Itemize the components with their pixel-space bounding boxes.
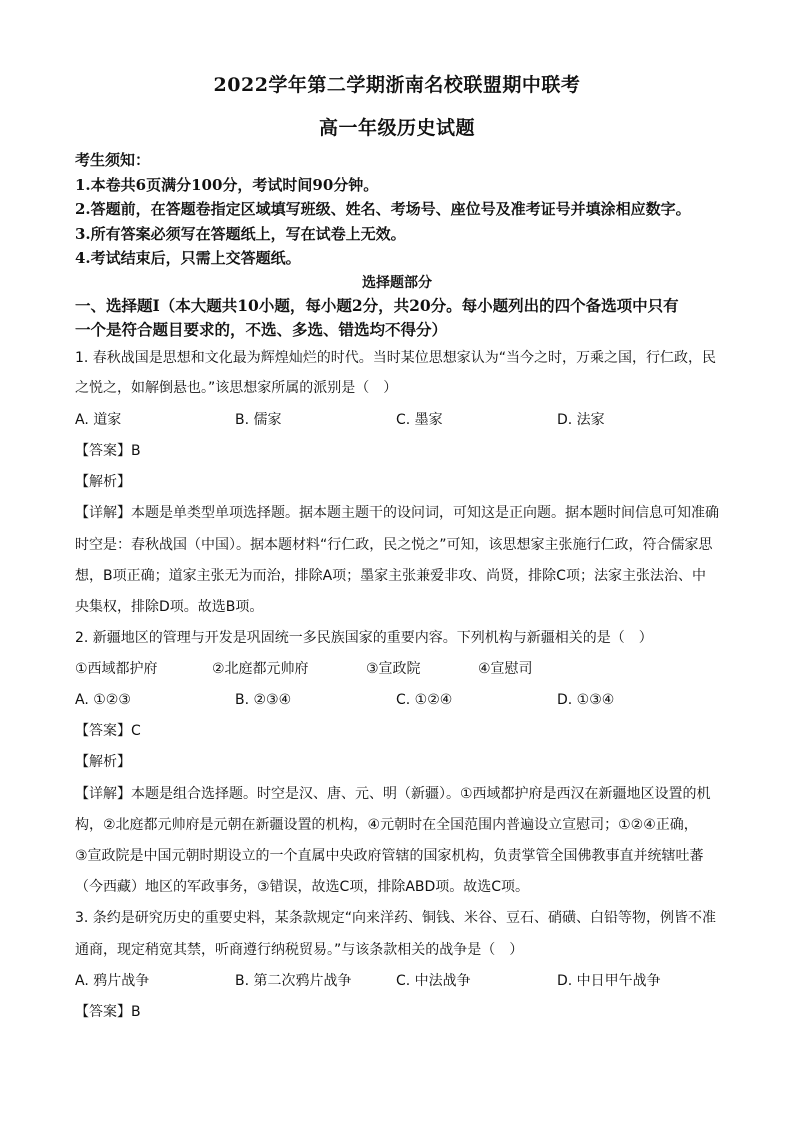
q2-detail-line-2: 构，②北庭都元帅府是元朝在新疆设置的机构，④元朝时在全国范围内普遍设立宣慰司；①②④正确， bbox=[75, 817, 698, 833]
section-heading-line-1: 一、选择题Ⅰ（本大题共10小题，每小题2分，共20分。每小题列出的四个备选项中只有 bbox=[75, 296, 679, 315]
q2-item-4: ④宣慰司 bbox=[478, 661, 533, 677]
q1-stem-line-2: 之悦之，如解倒悬也。”该思想家所属的派别是（ ） bbox=[75, 380, 398, 396]
q3-stem-line-2: 通商，现定稍宽其禁，听商遵行纳税贸易。”与该条款相关的战争是（ ） bbox=[75, 942, 524, 958]
q1-option-c: C. 墨家 bbox=[396, 412, 443, 428]
q2-analysis-label: 【解析】 bbox=[75, 754, 131, 770]
q1-detail-line-2: 时空是：春秋战国（中国）。据本题材料“行仁政，民之悦之”可知，该思想家主张施行仁政，符合儒家思 bbox=[75, 537, 713, 553]
q1-answer: 【答案】B bbox=[75, 443, 141, 459]
q3-option-b: B. 第二次鸦片战争 bbox=[235, 973, 352, 989]
notice-item-4: 4.考试结束后，只需上交答题纸。 bbox=[75, 249, 301, 267]
q2-detail-line-4: （今西藏）地区的军政事务，③错误，故选C项，排除ABD项。故选C项。 bbox=[75, 879, 530, 895]
q1-stem-line-1: 1. 春秋战国是思想和文化最为辉煌灿烂的时代。当时某位思想家认为“当今之时，万乘之国，行仁政，民 bbox=[75, 350, 717, 366]
q2-item-3: ③宣政院 bbox=[366, 661, 421, 677]
q2-detail-line-3: ③宣政院是中国元朝时期设立的一个直属中央政府管辖的国家机构，负责掌管全国佛教事直并统辖吐蕃 bbox=[75, 848, 704, 864]
q1-detail-line-1: 【详解】本题是单类型单项选择题。据本题主题干的设问词，可知这是正向题。据本题时间信息可知准确 bbox=[75, 505, 719, 521]
q2-option-a: A. ①②③ bbox=[75, 692, 131, 708]
q2-answer: 【答案】C bbox=[75, 723, 141, 739]
q2-option-b: B. ②③④ bbox=[235, 692, 292, 708]
section-heading-line-2: 一个是符合题目要求的，不选、多选、错选均不得分） bbox=[75, 320, 448, 339]
exam-title: 2022学年第二学期浙南名校联盟期中联考 bbox=[213, 74, 581, 96]
notice-heading: 考生须知： bbox=[75, 151, 151, 169]
q1-detail-line-4: 央集权，排除D项。故选B项。 bbox=[75, 599, 264, 615]
q1-option-a: A. 道家 bbox=[75, 412, 122, 428]
q3-answer: 【答案】B bbox=[75, 1004, 141, 1020]
q2-stem-line-1: 2. 新疆地区的管理与开发是巩固统一多民族国家的重要内容。下列机构与新疆相关的是（ ） bbox=[75, 630, 653, 646]
q1-option-d: D. 法家 bbox=[557, 412, 605, 428]
q3-option-a: A. 鸦片战争 bbox=[75, 973, 150, 989]
notice-item-1: 1.本卷共6页满分100分，考试时间90分钟。 bbox=[75, 176, 379, 194]
q1-option-b: B. 儒家 bbox=[235, 412, 282, 428]
q2-option-d: D. ①③④ bbox=[557, 692, 615, 708]
notice-item-2: 2.答题前，在答题卷指定区域填写班级、姓名、考场号、座位号及准考证号并填涂相应数字。 bbox=[75, 200, 691, 218]
q1-analysis-label: 【解析】 bbox=[75, 474, 131, 490]
part-title: 选择题部分 bbox=[362, 275, 432, 291]
notice-item-3: 3.所有答案必须写在答题纸上，写在试卷上无效。 bbox=[75, 225, 406, 243]
q3-option-d: D. 中日甲午战争 bbox=[557, 973, 661, 989]
q2-item-2: ②北庭都元帅府 bbox=[212, 661, 309, 677]
q1-detail-line-3: 想，B项正确；道家主张无为而治，排除A项；墨家主张兼爱非攻、尚贤，排除C项；法家主张法治、中 bbox=[75, 568, 706, 584]
exam-subtitle: 高一年级历史试题 bbox=[318, 117, 475, 139]
q2-item-1: ①西域都护府 bbox=[75, 661, 158, 677]
q2-option-c: C. ①②④ bbox=[396, 692, 453, 708]
q3-option-c: C. 中法战争 bbox=[396, 973, 471, 989]
q2-detail-line-1: 【详解】本题是组合选择题。时空是汉、唐、元、明（新疆）。①西域都护府是西汉在新疆地区设置的机 bbox=[75, 786, 711, 802]
q3-stem-line-1: 3. 条约是研究历史的重要史料，某条款规定“向来洋药、铜钱、米谷、豆石、硝磺、白铅等物，例皆不准 bbox=[75, 910, 717, 926]
